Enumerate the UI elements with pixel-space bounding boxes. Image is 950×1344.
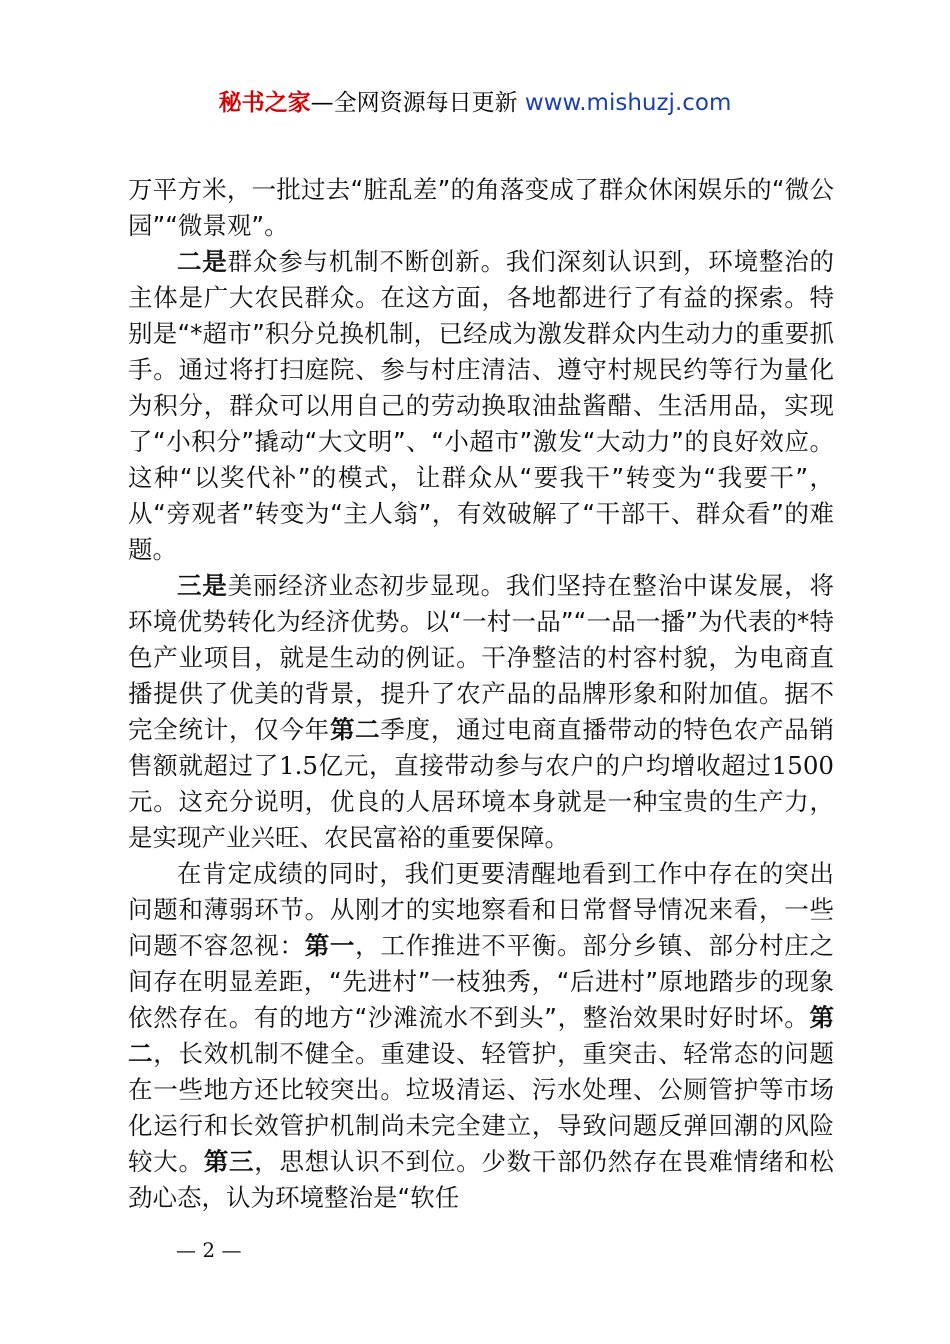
- point-two-label: 二是: [177, 247, 228, 276]
- site-url: www.mishuzj.com: [524, 90, 732, 116]
- paragraph-text: 在肯定成绩的同时，我们更要清醒地看到工作中存在的突出问题和薄弱环节。从刚才的实地察看和日常督导情况来看，一些问题不容忽视：: [128, 859, 834, 960]
- header-slogan: —全网资源每日更新: [310, 90, 518, 116]
- paragraph-point-two: [128, 244, 834, 568]
- point-three-label: 三是: [177, 571, 228, 600]
- problem-three-label: 第三: [203, 1147, 255, 1176]
- problem-two-label: 第二: [128, 1003, 834, 1068]
- document-body: [128, 172, 834, 1216]
- paragraph-text: 万平方米，一批过去“脏乱差”的角落变成了群众休闲娱乐的“微公园”“微景观”。: [128, 175, 834, 240]
- paragraph-text: ，思想认识不到位。少数干部仍然存在畏难情绪和松劲心态，认为环境整治是“软任: [128, 1147, 835, 1212]
- paragraph-problems: [128, 856, 834, 1216]
- paragraph-continued: [128, 172, 834, 244]
- paragraph-text: 元。这充分说明，优良的人居环境本身就是一种宝贵的生产力，是实现产业兴旺、农民富裕的重要保障。: [128, 787, 834, 852]
- brand-name: 秘书之家: [218, 90, 311, 116]
- site-header: [0, 86, 950, 120]
- paragraph-text: 季度，通过电商直播带动的特色农产品销售额就超过了: [128, 715, 835, 780]
- sales-figure: 1.5: [279, 751, 318, 780]
- income-figure: 1500: [771, 751, 835, 780]
- paragraph-text: ，长效机制不健全。重建设、轻管护，重突击、轻常态的问题在一些地方还比较突出。垃圾清运、污水处理、公厕管护等市场化运行和长效管护机制尚未完全建立，导致问题反弹回潮的风险较大。: [128, 1039, 835, 1176]
- paragraph-text: 美丽经济业态初步显现。我们坚持在整治中谋发展，将环境优势转化为经济优势。以“一村一品”“一品一播”为代表的*特色产业项目，就是生动的例证。干净整洁的村容村貌，为电商直播提供了优美的背景，提升了农产品的品牌形象和附加值。据不完全统计，仅今年: [128, 571, 835, 744]
- page-number: — 2 —: [176, 1238, 242, 1262]
- paragraph-text: 亿元，直接带动参与农户的户均增收超过: [317, 751, 772, 780]
- quarter-label: 第二: [329, 715, 381, 744]
- paragraph-text: ，工作推进不平衡。部分乡镇、部分村庄之间存在明显差距，“先进村”一枝独秀，“后进村”原地踏步的现象依然存在。有的地方“沙滩流水不到头”，整治效果时好时坏。: [128, 931, 835, 1032]
- problem-one-label: 第一: [304, 931, 356, 960]
- paragraph-point-three: [128, 568, 834, 856]
- paragraph-text: 群众参与机制不断创新。我们深刻认识到，环境整治的主体是广大农民群众。在这方面，各地都进行了有益的探索。特别是“*超市”积分兑换机制，已经成为激发群众内生动力的重要抓手。通过将打扫庭院、参与村庄清洁、遵守村规民约等行为量化为积分，群众可以用自己的劳动换取油盐酱醋、生活用品，实现了“小积分”撬动“大文明”、“小超市”激发“大动力”的良好效应。这种“以奖代补”的模式，让群众从“要我干”转变为“我要干”，从“旁观者”转变为“主人翁”，有效破解了“干部干、群众看”的难题。: [128, 247, 835, 564]
